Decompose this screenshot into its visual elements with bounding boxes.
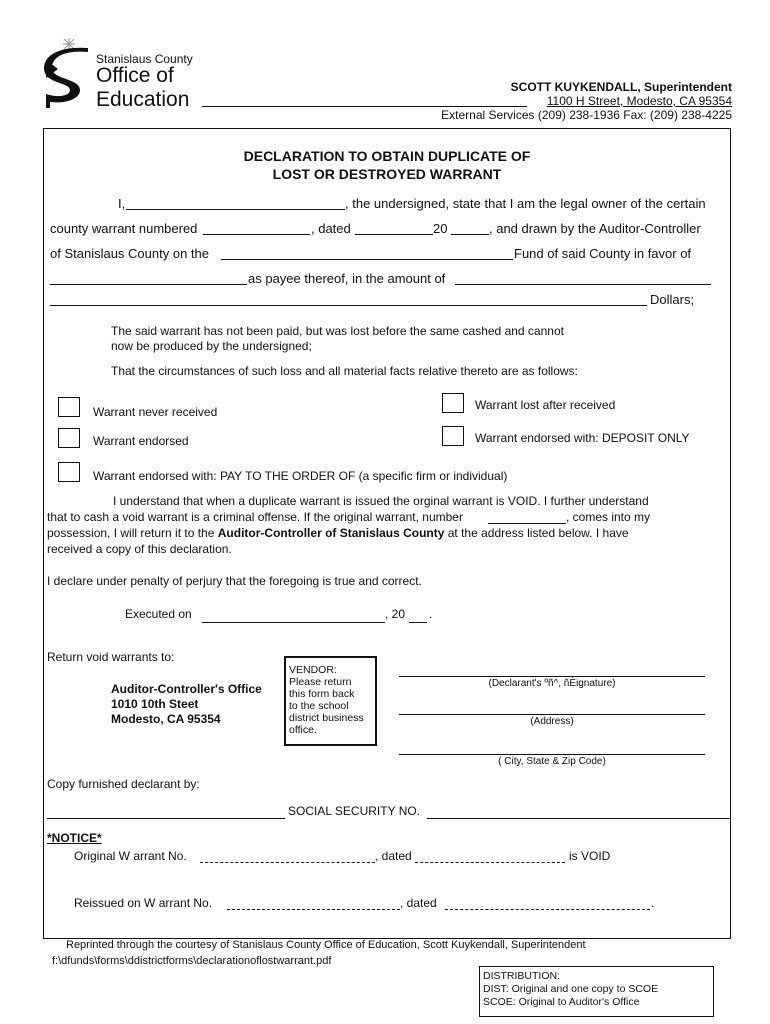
notice-heading: *NOTICE* (47, 831, 102, 845)
superintendent: SCOTT KUYKENDALL, Superintendent (510, 80, 732, 94)
file-path: f:\dfunds\forms\ddistrictforms\declarationoflostwarrant.pdf (52, 955, 332, 967)
executed-20-label: , 20 (385, 607, 406, 621)
header-rule (202, 106, 527, 107)
scoe-logo-icon (44, 36, 96, 108)
warrant-number-field[interactable] (203, 234, 310, 235)
endorsed-label: Warrant endorsed (93, 434, 189, 448)
notice-dated-label: , dated (375, 849, 412, 863)
fund-text: Fund of said County in favor of (514, 246, 692, 261)
reissued-period: . (651, 896, 655, 910)
year-field[interactable] (451, 234, 489, 235)
endorsed-checkbox[interactable] (58, 428, 80, 448)
understand-line2a: that to cash a void warrant is a criminal offense. If the original warrant, number (47, 510, 463, 524)
return-void-label: Return void warrants to: (47, 650, 175, 664)
copy-furnished-label: Copy furnished declarant by: (47, 777, 200, 791)
distribution-box (479, 966, 714, 1017)
never-received-checkbox[interactable] (58, 397, 80, 417)
copy-furnished-field[interactable] (47, 818, 285, 819)
notice-dated-field[interactable] (415, 862, 565, 863)
address-label: (Address) (530, 716, 574, 727)
undersigned-text: , the undersigned, state that I am the legal owner of the certain (345, 196, 706, 211)
vendor-line6: office. (289, 724, 317, 736)
org-name-line3: Education (96, 88, 190, 111)
county-warrant-label: county warrant numbered (50, 221, 198, 236)
not-paid-line2: now be produced by the undersigned; (111, 339, 312, 353)
ac-street: 1010 10th Steet (111, 697, 199, 711)
ac-city: Modesto, CA 95354 (111, 712, 221, 726)
executed-date-field[interactable] (202, 622, 385, 623)
address-field[interactable] (399, 714, 705, 715)
pay-to-order-label: Warrant endorsed with: PAY TO THE ORDER OF (a specific firm or individual) (93, 469, 508, 483)
vendor-line1: VENDOR: (289, 664, 337, 676)
reissued-label: Reissued on W arrant No. (74, 896, 213, 910)
vendor-line5: district business (289, 712, 364, 724)
amount-field[interactable] (455, 284, 711, 285)
city-state-zip-label: ( City, State & Zip Code) (498, 756, 606, 767)
understand-line2b: , comes into my (566, 510, 651, 524)
org-name-line2: Office of (96, 64, 174, 87)
reissued-dated-field[interactable] (445, 909, 650, 910)
owner-name-field[interactable] (126, 209, 345, 210)
vendor-note-box (284, 656, 377, 746)
executed-on-label: Executed on (125, 607, 192, 621)
deposit-only-label: Warrant endorsed with: DEPOSIT ONLY (475, 431, 690, 445)
executed-year-field[interactable] (409, 622, 427, 623)
contact-line: External Services (209) 238-1936 Fax: (209) 238-4225 (441, 108, 732, 122)
deposit-only-checkbox[interactable] (442, 426, 464, 446)
pay-to-order-checkbox[interactable] (58, 462, 80, 482)
of-stanislaus-label: of Stanislaus County on the (50, 246, 209, 261)
not-paid-line1: The said warrant has not been paid, but was lost before the same cashed and cannot (111, 324, 564, 338)
amount-words-field[interactable] (50, 305, 647, 306)
understand-line3a: possession, I will return it to the (47, 526, 218, 540)
distribution-heading: DISTRIBUTION: (483, 970, 561, 982)
original-warrant-number-field[interactable] (488, 523, 566, 524)
logo (44, 36, 96, 108)
reissued-warrant-field[interactable] (227, 909, 400, 910)
understand-line4: received a copy of this declaration. (47, 542, 232, 556)
form-title-line1: DECLARATION TO OBTAIN DUPLICATE OF (243, 148, 531, 164)
drawn-by-text: , and drawn by the Auditor-Controller (489, 221, 701, 236)
understand-line1: I understand that when a duplicate warrant is issued the orginal warrant is VOID. I further understand (113, 494, 649, 508)
circumstances-text: That the circumstances of such loss and all material facts relative thereto are as follows: (111, 364, 578, 378)
payee-text: as payee thereof, in the amount of (248, 271, 446, 286)
dollars-label: Dollars; (650, 292, 695, 307)
form-title-line2: LOST OR DESTROYED WARRANT (272, 166, 502, 182)
reprinted-note: Reprinted through the courtesy of Stanislaus County Office of Education, Scott Kuykendall, Superintendent (66, 939, 586, 951)
address: 1100 H Street, Modesto, CA 95354 (546, 94, 732, 108)
distribution-scoe: SCOE: Original to Auditor's Office (483, 996, 640, 1008)
ssn-field[interactable] (427, 818, 731, 819)
ssn-label: SOCIAL SECURITY NO. (288, 804, 421, 818)
perjury-statement: I declare under penalty of perjury that the foregoing is true and correct. (47, 574, 422, 588)
auditor-controller-emphasis: Auditor-Controller of Stanislaus County (217, 526, 445, 540)
never-received-label: Warrant never received (93, 405, 218, 419)
declarant-signature-label: (Declarant's ºñ^, ñÈignature) (488, 678, 616, 689)
understand-line3c: at the address listed below. I have (444, 526, 629, 540)
dated-label: , dated (311, 221, 351, 236)
date-field[interactable] (355, 234, 433, 235)
i-label: I, (118, 196, 126, 211)
executed-period: . (429, 607, 433, 621)
vendor-line2: Please return (289, 676, 352, 688)
vendor-line4: to the school (289, 700, 349, 712)
signature-field[interactable] (399, 676, 705, 677)
org-name-line1: Stanislaus County (96, 52, 193, 66)
reissued-dated-label: , dated (400, 896, 437, 910)
is-void-label: is VOID (569, 849, 611, 863)
payee-field[interactable] (50, 284, 247, 285)
year-20-label: 20 (433, 221, 448, 236)
fund-field[interactable] (221, 259, 513, 260)
understand-line3 (47, 526, 629, 540)
distribution-dist: DIST: Original and one copy to SCOE (483, 983, 659, 995)
city-state-zip-field[interactable] (399, 754, 705, 755)
lost-after-checkbox[interactable] (442, 393, 464, 413)
notice-original-warrant-field[interactable] (200, 862, 375, 863)
ac-office-name: Auditor-Controller's Office (111, 682, 262, 696)
original-warrant-label: Original W arrant No. (74, 849, 187, 863)
vendor-line3: this form back (289, 688, 355, 700)
lost-after-label: Warrant lost after received (475, 398, 616, 412)
